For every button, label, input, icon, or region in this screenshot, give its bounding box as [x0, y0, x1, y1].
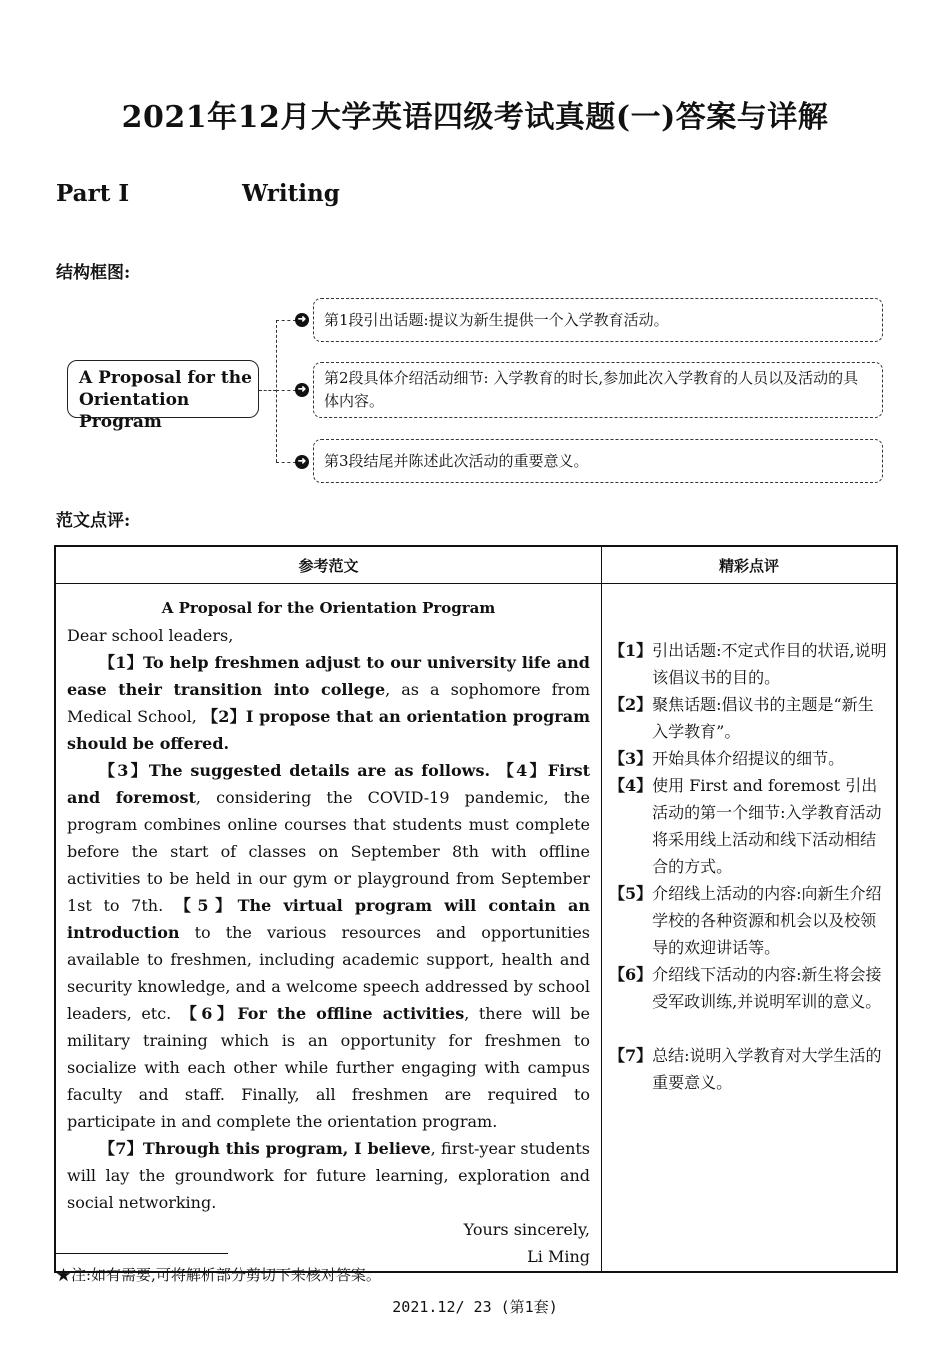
- framework-branch-1-text: 第1段引出话题:提议为新生提供一个入学教育活动。: [324, 310, 669, 329]
- note-text: 聚焦话题:倡议书的主题是“新生入学教育”。: [652, 695, 874, 741]
- essay-bold-7: Through this program, I believe: [142, 1139, 431, 1158]
- note-spacer: [609, 1015, 887, 1042]
- part-number: Part Ⅰ: [56, 180, 130, 207]
- sample-essay: [57, 585, 600, 1270]
- essay-review-table: [54, 545, 898, 1273]
- marker-5: 【5】: [174, 896, 238, 915]
- essay-signature: Li Ming: [527, 1247, 590, 1266]
- essay-salutation: Dear school leaders,: [67, 626, 234, 645]
- arrow-right-icon: ➜: [295, 455, 309, 469]
- framework-branch-2: [313, 362, 883, 418]
- framework-root-line2: Orientation Program: [79, 390, 190, 432]
- essay-bold-1: To help freshmen adjust to our university life and ease their transition into college: [67, 653, 590, 699]
- essay-text-1: , as a sophomore from Medical School,: [67, 680, 590, 726]
- connector-branch-1: [276, 320, 296, 321]
- essay-text-5: to the various resources and opportunities available to freshmen, including academic support, health and security knowledge, and a welcome speech addressed by school leaders, etc.: [67, 923, 590, 1023]
- essay-bold-4: First and foremost: [67, 761, 591, 807]
- connector-branch-2: [276, 390, 296, 391]
- note-text: 介绍线下活动的内容:新生将会接受军政训练,并说明军训的意义。: [652, 965, 882, 1011]
- note-text: 开始具体介绍提议的细节。: [652, 749, 845, 768]
- essay-paragraph-2: [67, 757, 590, 1135]
- arrow-right-icon: ➜: [295, 313, 309, 327]
- essay-cell: [55, 584, 602, 1273]
- marker-2: 【2】: [202, 707, 246, 726]
- review-notes: [603, 585, 895, 1096]
- notes-cell: [602, 584, 898, 1273]
- connector-root: [259, 390, 276, 391]
- note-text: 引出话题:不定式作目的状语,说明该倡议书的目的。: [652, 641, 887, 687]
- note-number: 【3】: [609, 749, 653, 768]
- header-essay: 参考范文: [55, 546, 602, 584]
- connector-vertical: [276, 320, 277, 462]
- review-label: 范文点评:: [56, 511, 131, 531]
- essay-text-6: , there will be military training which is an opportunity for freshmen to socialize with each other while further engaging with campus faculty and staff. Finally, all freshmen are required to participate in and complete the orientation program.: [67, 1004, 590, 1131]
- marker-6: 【6】: [180, 1004, 238, 1023]
- note-item: [609, 637, 887, 691]
- framework-root-line1: A Proposal for the: [79, 368, 252, 388]
- note-text: 介绍线上活动的内容:向新生介绍学校的各种资源和机会以及校领导的欢迎讲话等。: [652, 884, 882, 957]
- note-text: 总结:说明入学教育对大学生活的重要意义。: [652, 1046, 882, 1092]
- connector-branch-3: [276, 462, 296, 463]
- note-number: 【1】: [609, 641, 653, 660]
- note-number: 【4】: [609, 776, 653, 795]
- note-text: 使用 First and foremost 引出活动的第一个细节:入学教育活动将采用线上活动和线下活动相结合的方式。: [652, 776, 882, 876]
- footnote: ★注:如有需要,可将解析部分剪切下来核对答案。: [56, 1266, 381, 1284]
- framework-branch-1: [313, 298, 883, 342]
- footnote-divider: [54, 1253, 228, 1254]
- framework-branch-3-text: 第3段结尾并陈述此次活动的重要意义。: [324, 451, 589, 470]
- essay-closing: Yours sincerely,: [463, 1220, 590, 1239]
- part-name: Writing: [242, 180, 340, 207]
- essay-text-7: , first-year students will lay the groundwork for future learning, exploration and social networking.: [67, 1139, 591, 1212]
- essay-bold-3: The suggested details are as follows.: [148, 761, 491, 780]
- note-number: 【5】: [609, 884, 653, 903]
- note-item: [609, 745, 887, 772]
- marker-1: 【1】: [99, 653, 143, 672]
- essay-paragraph-3: [67, 1135, 590, 1216]
- essay-title: A Proposal for the Orientation Program: [161, 599, 496, 617]
- framework-branch-2-text: 第2段具体介绍活动细节: 入学教育的时长,参加此次入学教育的人员以及活动的具体内容。: [324, 369, 859, 410]
- essay-bold-6: For the offline activities: [237, 1004, 465, 1023]
- marker-7: 【7】: [99, 1139, 143, 1158]
- page-title: 2021年12月大学英语四级考试真题(一)答案与详解: [121, 100, 829, 135]
- note-item: [609, 961, 887, 1015]
- framework-label: 结构框图:: [56, 263, 131, 283]
- note-item: [609, 772, 887, 880]
- essay-paragraph-1: [67, 649, 590, 757]
- essay-bold-5: The virtual program will contain an introduction: [67, 896, 591, 942]
- arrow-right-icon: ➜: [295, 383, 309, 397]
- framework-branch-3: [313, 439, 883, 483]
- note-item: [609, 1042, 887, 1096]
- essay-bold-2: I propose that an orientation program should be offered.: [67, 707, 590, 753]
- marker-4: 【4】: [490, 761, 548, 780]
- note-number: 【2】: [609, 695, 653, 714]
- note-item: [609, 880, 887, 961]
- framework-root-box: [67, 360, 259, 432]
- essay-text-4: , considering the COVID-19 pandemic, the program combines online courses that students must complete before the start of classes on September 8th with offline activities to be held in our gym or playground from September 1st to 7th.: [67, 788, 591, 915]
- note-number: 【6】: [609, 965, 653, 984]
- note-item: [609, 691, 887, 745]
- page-number: 2021.12/ 23 (第1套): [392, 1298, 558, 1316]
- header-notes: 精彩点评: [602, 546, 898, 584]
- marker-3: 【3】: [99, 761, 149, 780]
- note-number: 【7】: [609, 1046, 653, 1065]
